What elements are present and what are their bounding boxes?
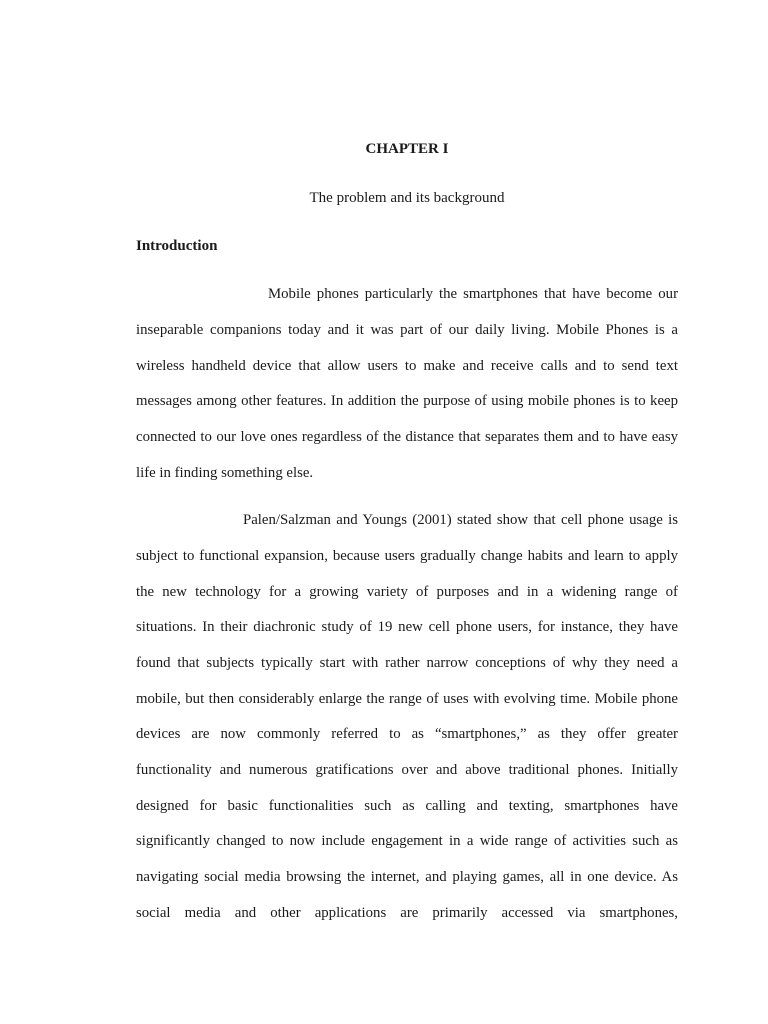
chapter-heading: CHAPTER I bbox=[365, 141, 449, 157]
paragraph-line: significantly changed to now include engagement in a wide range of activities such as bbox=[136, 833, 678, 850]
paragraph-line: connected to our love ones regardless of the distance that separates them and to have easy bbox=[136, 428, 678, 445]
paragraph-line: social media and other applications are primarily accessed via smartphones, bbox=[136, 904, 678, 921]
paragraph-line: designed for basic functionalities such as calling and texting, smartphones have bbox=[136, 797, 678, 814]
paragraph-line: life in finding something else. bbox=[136, 464, 314, 481]
section-heading-introduction: Introduction bbox=[136, 238, 218, 254]
paragraph-line: Mobile phones particularly the smartphones that have become our bbox=[268, 286, 678, 303]
paragraph bbox=[136, 277, 678, 491]
paragraph-line: situations. In their diachronic study of 19 new cell phone users, for instance, they have bbox=[136, 619, 678, 636]
paragraph-line: subject to functional expansion, because users gradually change habits and learn to apply bbox=[136, 547, 678, 564]
chapter-subtitle: The problem and its background bbox=[309, 190, 505, 206]
paragraph-line: Palen/Salzman and Youngs (2001) stated show that cell phone usage is bbox=[243, 512, 678, 529]
paragraph-line: found that subjects typically start with rather narrow conceptions of why they need a bbox=[136, 654, 678, 671]
paragraph-line: messages among other features. In addition the purpose of using mobile phones is to keep bbox=[136, 393, 678, 410]
paragraph-line: the new technology for a growing variety of purposes and in a widening range of bbox=[136, 583, 678, 600]
paragraph-line: devices are now commonly referred to as “smartphones,” as they offer greater bbox=[136, 726, 678, 743]
paragraph-line: mobile, but then considerably enlarge the range of uses with evolving time. Mobile phone bbox=[136, 690, 678, 707]
paragraph-line: wireless handheld device that allow users to make and receive calls and to send text bbox=[136, 357, 678, 374]
paragraph-line: navigating social media browsing the internet, and playing games, all in one device. As bbox=[136, 869, 678, 886]
paragraph bbox=[136, 503, 678, 931]
paragraph-line: inseparable companions today and it was part of our daily living. Mobile Phones is a bbox=[136, 321, 678, 338]
paragraph-line: functionality and numerous gratifications over and above traditional phones. Initially bbox=[136, 761, 678, 778]
